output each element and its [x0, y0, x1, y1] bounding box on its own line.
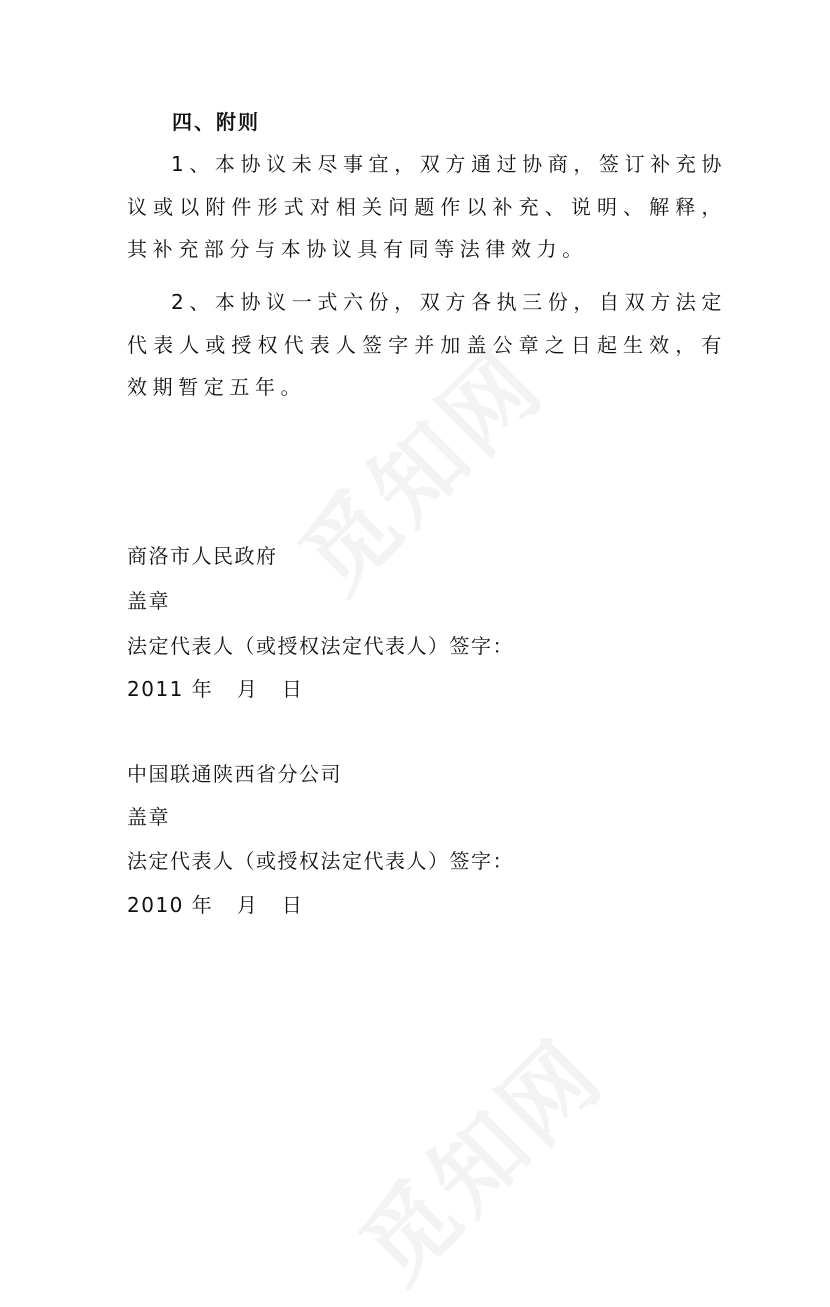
clause-paragraph: 2、本协议一式六份，双方各执三份，自双方法定代表人或授权代表人签字并加盖公章之日起生效，有效期暂定五年。 [127, 290, 727, 399]
party-a-date: 2011 年 月 日 [127, 677, 304, 701]
clause-paragraph: 1、本协议未尽事宜，双方通过协商，签订补充协议或以附件形式对相关问题作以补充、说明、解释，其补充部分与本协议具有同等法律效力。 [127, 152, 727, 261]
party-b-date: 2010 年 月 日 [127, 893, 304, 917]
section-title: 四、附则 [172, 110, 260, 134]
party-b-seal-label: 盖章 [127, 805, 170, 829]
party-a-name: 商洛市人民政府 [127, 544, 278, 568]
watermark [326, 1005, 627, 1306]
party-b-signature-label: 法定代表人（或授权法定代表人）签字： [127, 849, 514, 873]
party-b-name: 中国联通陕西省分公司 [127, 762, 342, 786]
party-a-signature-label: 法定代表人（或授权法定代表人）签字： [127, 634, 514, 658]
party-a-seal-label: 盖章 [127, 589, 170, 613]
